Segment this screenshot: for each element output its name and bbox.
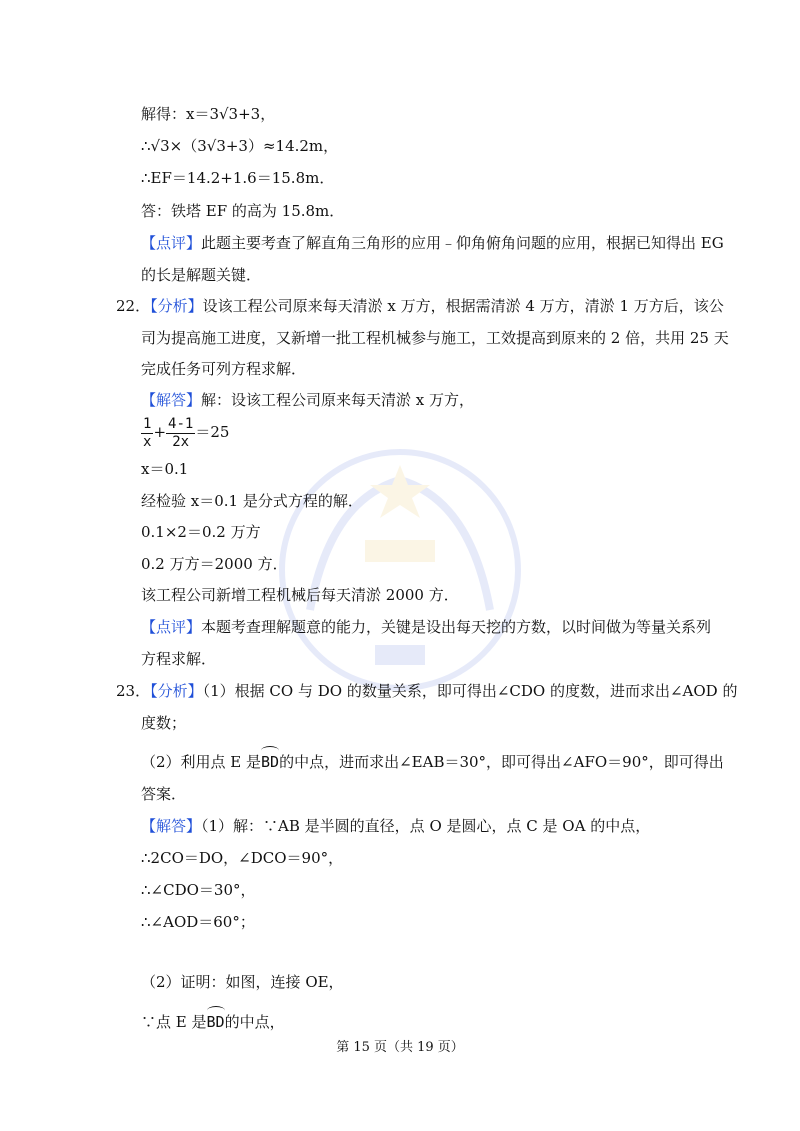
denominator: 2x (172, 433, 190, 450)
fraction (141, 416, 153, 451)
review-tag: 【点评】 (141, 618, 202, 636)
question-22-analysis (116, 296, 724, 316)
analysis-tag: 【分析】 (150, 682, 203, 700)
text-line: 该工程公司新增工程机械后每天清淤 2000 方． (141, 586, 459, 604)
text-line: 0.2 万方＝2000 方． (141, 555, 288, 573)
equals-text: ＝25 (195, 423, 230, 441)
text-line: 司为提高施工进度，又新增一批工程机械参与施工，工效提高到原来的 2 倍，共用 25 天 (141, 329, 729, 347)
review-text: 本题考查理解题意的能力，关键是设出每天挖的方数，以时间做为等量关系列 (201, 618, 712, 636)
arc-notation: BD (206, 1013, 225, 1031)
text-segment: （2）利用点 E 是 (141, 753, 262, 771)
text-line: 答案． (141, 785, 187, 803)
arc-notation: BD (261, 753, 280, 771)
review-line (141, 233, 724, 253)
text-line: ∴EF＝14.2+1.6＝15.8m． (141, 169, 335, 187)
text-line: （2）证明：如图，连接 OE， (141, 973, 344, 991)
text-line: 解得：x＝3√3+3， (141, 105, 276, 123)
question-number: 23． (116, 682, 151, 700)
answer-text: （1）解：∵AB 是半圆的直径，点 O 是圆心，点 C 是 OA 的中点， (201, 817, 651, 835)
text-line: 完成任务可列方程求解． (141, 360, 307, 378)
text-line (141, 752, 724, 772)
text-line: 的长是解题关键． (141, 266, 262, 284)
equation (141, 414, 229, 451)
text-line: 经检验 x＝0.1 是分式方程的解． (141, 492, 363, 510)
text-line (141, 1012, 285, 1032)
text-line: ∴√3×（3√3+3）≈14.2m， (141, 137, 339, 155)
answer-line (141, 816, 650, 836)
plus-sign: + (153, 423, 167, 441)
analysis-tag: 【分析】 (150, 297, 203, 315)
review-line (141, 617, 711, 637)
text-line: 答：铁塔 EF 的高为 15.8m． (141, 202, 345, 220)
text-line: ∴∠AOD＝60°； (141, 913, 255, 931)
answer-tag: 【解答】 (141, 391, 202, 409)
text-line: x＝0.1 (141, 460, 189, 478)
school-logo-watermark-icon (270, 440, 530, 700)
review-tag: 【点评】 (141, 234, 202, 252)
analysis-text: （1）根据 CO 与 DO 的数量关系，即可得出∠CDO 的度数，进而求出∠AOD 的 (202, 682, 738, 700)
text-segment: ∵点 E 是 (141, 1013, 207, 1031)
text-segment: 的中点， (224, 1013, 285, 1031)
fraction (166, 416, 195, 451)
denominator: x (143, 433, 152, 450)
text-line: ∴∠CDO＝30°， (141, 881, 256, 899)
question-23-analysis (116, 681, 737, 701)
text-line: 0.1×2＝0.2 万方 (141, 523, 261, 541)
page-footer: 第 15 页（共 19 页） (336, 1040, 464, 1055)
answer-line (141, 390, 474, 410)
text-segment: 的中点，进而求出∠EAB＝30°，即可得出∠AFO＝90°，即可得出 (279, 753, 724, 771)
answer-tag: 【解答】 (141, 817, 202, 835)
numerator: 1 (143, 415, 152, 432)
review-text: 此题主要考查了解直角三角形的应用﹣仰角俯角问题的应用，根据已知得出 EG (201, 234, 724, 252)
numerator: 4-1 (168, 415, 194, 432)
analysis-text: 设该工程公司原来每天清淤 x 万方，根据需清淤 4 万方，清淤 1 万方后，该公 (202, 297, 724, 315)
text-line: 度数； (141, 714, 187, 732)
answer-text: 解：设该工程公司原来每天清淤 x 万方， (201, 391, 475, 409)
text-line: ∴2CO＝DO，∠DCO＝90°， (141, 849, 344, 867)
question-number: 22． (116, 297, 151, 315)
text-line: 方程求解． (141, 650, 217, 668)
